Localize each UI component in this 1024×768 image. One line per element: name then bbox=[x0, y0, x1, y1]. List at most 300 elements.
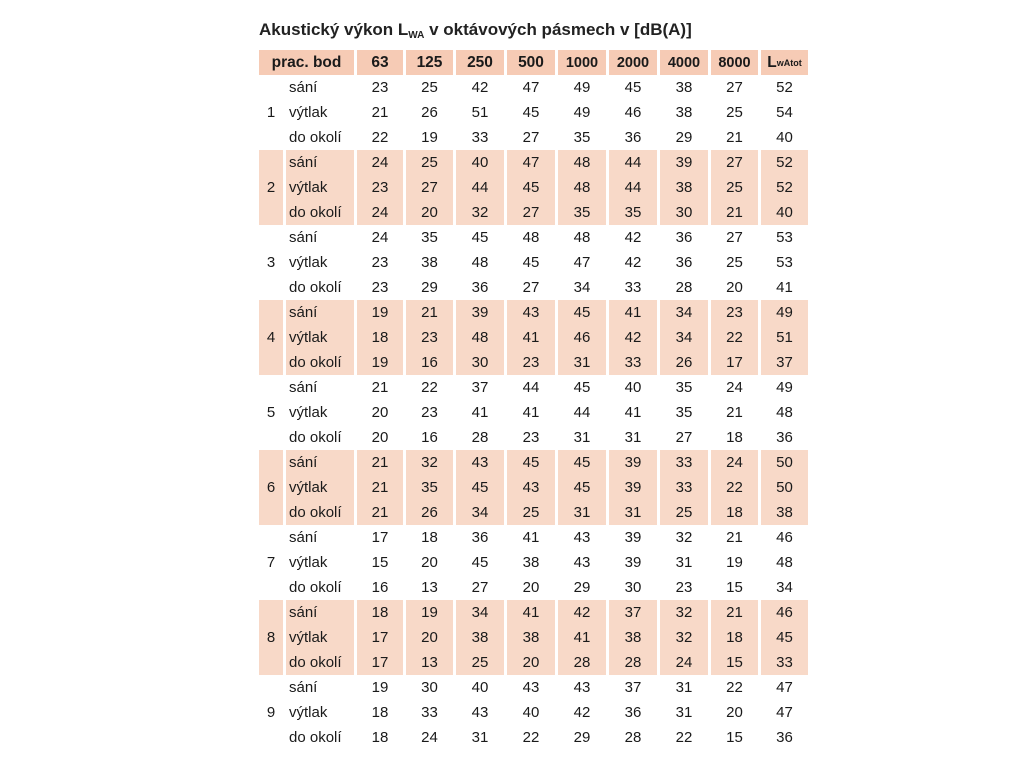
total-cell: 52 bbox=[761, 175, 808, 200]
point-number: 5 bbox=[266, 404, 276, 421]
value-cell: 31 bbox=[675, 704, 693, 721]
value-cell: 27 bbox=[522, 279, 540, 296]
value-cell: 28 bbox=[471, 429, 489, 446]
value-cell: 20 bbox=[726, 279, 743, 296]
value-cell: 44 bbox=[573, 404, 591, 421]
value-cell: 22 bbox=[675, 729, 693, 746]
value-cell: 43 bbox=[507, 475, 555, 500]
value-cell: 25 bbox=[711, 175, 758, 200]
row-label: sání bbox=[289, 529, 318, 546]
row-label: do okolí bbox=[286, 350, 354, 375]
total-cell: 46 bbox=[761, 600, 808, 625]
point-number bbox=[259, 500, 283, 525]
total-cell: 37 bbox=[761, 350, 808, 375]
title-rest: v oktávových pásmech v [dB(A)] bbox=[424, 20, 692, 39]
value-cell: 25 bbox=[726, 254, 743, 271]
value-cell: 15 bbox=[371, 554, 389, 571]
header-total-main: L bbox=[767, 53, 777, 71]
value-cell: 36 bbox=[471, 279, 489, 296]
value-cell: 38 bbox=[660, 175, 708, 200]
row-label: výtlak bbox=[286, 325, 354, 350]
value-cell: 43 bbox=[471, 704, 489, 721]
value-cell: 41 bbox=[471, 404, 489, 421]
value-cell: 17 bbox=[357, 625, 403, 650]
value-cell: 39 bbox=[624, 554, 642, 571]
point-number: 2 bbox=[259, 175, 283, 200]
value-cell: 26 bbox=[421, 104, 438, 121]
value-cell: 45 bbox=[522, 104, 540, 121]
value-cell: 16 bbox=[421, 429, 438, 446]
value-cell: 36 bbox=[675, 254, 693, 271]
value-cell: 27 bbox=[406, 175, 453, 200]
value-cell: 32 bbox=[660, 625, 708, 650]
point-number bbox=[259, 150, 283, 175]
value-cell: 27 bbox=[711, 150, 758, 175]
value-cell: 40 bbox=[456, 150, 504, 175]
value-cell: 20 bbox=[507, 650, 555, 675]
row-label: do okolí bbox=[286, 650, 354, 675]
total-cell: 38 bbox=[761, 500, 808, 525]
value-cell: 35 bbox=[675, 404, 693, 421]
row-label: výtlak bbox=[289, 704, 328, 721]
row-label: do okolí bbox=[286, 500, 354, 525]
value-cell: 18 bbox=[371, 729, 389, 746]
value-cell: 40 bbox=[522, 704, 540, 721]
row-label: sání bbox=[286, 450, 354, 475]
value-cell: 45 bbox=[558, 475, 606, 500]
value-cell: 23 bbox=[357, 175, 403, 200]
value-cell: 28 bbox=[624, 729, 642, 746]
value-cell: 23 bbox=[406, 325, 453, 350]
value-cell: 21 bbox=[711, 200, 758, 225]
value-cell: 31 bbox=[624, 429, 642, 446]
row-label: výtlak bbox=[289, 254, 328, 271]
value-cell: 30 bbox=[660, 200, 708, 225]
header-total bbox=[761, 50, 808, 75]
value-cell: 47 bbox=[507, 150, 555, 175]
value-cell: 18 bbox=[726, 429, 743, 446]
value-cell: 38 bbox=[609, 625, 657, 650]
value-cell: 36 bbox=[624, 704, 642, 721]
row-label: sání bbox=[289, 379, 318, 396]
total-cell: 41 bbox=[776, 279, 793, 296]
total-cell: 51 bbox=[761, 325, 808, 350]
header-total-sub: wAtot bbox=[776, 57, 802, 68]
value-cell: 17 bbox=[711, 350, 758, 375]
value-cell: 34 bbox=[456, 600, 504, 625]
value-cell: 31 bbox=[573, 429, 591, 446]
point-number bbox=[259, 675, 283, 700]
point-number bbox=[259, 125, 283, 150]
value-cell: 27 bbox=[471, 579, 489, 596]
value-cell: 21 bbox=[711, 600, 758, 625]
value-cell: 18 bbox=[711, 625, 758, 650]
value-cell: 41 bbox=[522, 404, 540, 421]
value-cell: 28 bbox=[675, 279, 693, 296]
value-cell: 42 bbox=[471, 79, 489, 96]
total-cell: 46 bbox=[776, 529, 793, 546]
value-cell: 21 bbox=[357, 500, 403, 525]
value-cell: 41 bbox=[522, 529, 540, 546]
value-cell: 16 bbox=[371, 579, 389, 596]
value-cell: 33 bbox=[624, 279, 642, 296]
value-cell: 45 bbox=[456, 475, 504, 500]
value-cell: 17 bbox=[357, 650, 403, 675]
value-cell: 35 bbox=[675, 379, 693, 396]
value-cell: 48 bbox=[573, 229, 591, 246]
value-cell: 37 bbox=[471, 379, 489, 396]
point-number bbox=[259, 350, 283, 375]
row-label: sání bbox=[286, 150, 354, 175]
value-cell: 31 bbox=[609, 500, 657, 525]
value-cell: 32 bbox=[675, 529, 693, 546]
value-cell: 36 bbox=[624, 129, 642, 146]
row-label: výtlak bbox=[286, 175, 354, 200]
value-cell: 19 bbox=[371, 679, 389, 696]
value-cell: 38 bbox=[456, 625, 504, 650]
value-cell: 24 bbox=[357, 150, 403, 175]
value-cell: 21 bbox=[371, 379, 389, 396]
value-cell: 31 bbox=[675, 554, 693, 571]
value-cell: 35 bbox=[573, 129, 591, 146]
value-cell: 38 bbox=[675, 79, 693, 96]
value-cell: 35 bbox=[558, 200, 606, 225]
row-label: výtlak bbox=[286, 625, 354, 650]
value-cell: 23 bbox=[371, 79, 389, 96]
value-cell: 20 bbox=[406, 200, 453, 225]
value-cell: 49 bbox=[573, 79, 591, 96]
value-cell: 13 bbox=[421, 579, 438, 596]
row-label: do okolí bbox=[289, 129, 342, 146]
value-cell: 43 bbox=[456, 450, 504, 475]
row-label: výtlak bbox=[289, 404, 328, 421]
value-cell: 39 bbox=[456, 300, 504, 325]
value-cell: 36 bbox=[675, 229, 693, 246]
value-cell: 22 bbox=[522, 729, 540, 746]
value-cell: 13 bbox=[406, 650, 453, 675]
value-cell: 21 bbox=[357, 475, 403, 500]
value-cell: 27 bbox=[726, 79, 743, 96]
value-cell: 41 bbox=[624, 404, 642, 421]
total-cell: 50 bbox=[761, 475, 808, 500]
point-number bbox=[259, 600, 283, 625]
value-cell: 28 bbox=[558, 650, 606, 675]
value-cell: 28 bbox=[609, 650, 657, 675]
value-cell: 24 bbox=[726, 379, 743, 396]
value-cell: 48 bbox=[558, 150, 606, 175]
value-cell: 30 bbox=[624, 579, 642, 596]
value-cell: 18 bbox=[357, 325, 403, 350]
value-cell: 35 bbox=[609, 200, 657, 225]
point-number bbox=[259, 650, 283, 675]
value-cell: 45 bbox=[624, 79, 642, 96]
value-cell: 20 bbox=[371, 404, 389, 421]
value-cell: 23 bbox=[522, 429, 540, 446]
value-cell: 18 bbox=[421, 529, 438, 546]
value-cell: 21 bbox=[726, 129, 743, 146]
total-cell: 53 bbox=[776, 254, 793, 271]
value-cell: 48 bbox=[558, 175, 606, 200]
value-cell: 32 bbox=[456, 200, 504, 225]
value-cell: 20 bbox=[406, 625, 453, 650]
value-cell: 21 bbox=[371, 104, 389, 121]
header-point: prac. bod bbox=[259, 50, 354, 75]
value-cell: 45 bbox=[471, 554, 489, 571]
point-number bbox=[259, 725, 283, 750]
total-cell: 40 bbox=[761, 200, 808, 225]
value-cell: 34 bbox=[660, 300, 708, 325]
total-cell: 45 bbox=[761, 625, 808, 650]
row-label: sání bbox=[286, 300, 354, 325]
value-cell: 31 bbox=[471, 729, 489, 746]
value-cell: 42 bbox=[609, 325, 657, 350]
value-cell: 31 bbox=[558, 500, 606, 525]
value-cell: 23 bbox=[507, 350, 555, 375]
value-cell: 45 bbox=[522, 254, 540, 271]
value-cell: 33 bbox=[609, 350, 657, 375]
total-cell: 34 bbox=[776, 579, 793, 596]
value-cell: 45 bbox=[507, 450, 555, 475]
total-cell: 49 bbox=[776, 379, 793, 396]
value-cell: 22 bbox=[371, 129, 389, 146]
total-cell: 36 bbox=[776, 429, 793, 446]
value-cell: 30 bbox=[421, 679, 438, 696]
value-cell: 21 bbox=[726, 404, 743, 421]
total-cell: 47 bbox=[776, 704, 793, 721]
value-cell: 33 bbox=[660, 450, 708, 475]
total-cell: 40 bbox=[776, 129, 793, 146]
value-cell: 34 bbox=[456, 500, 504, 525]
value-cell: 15 bbox=[726, 579, 743, 596]
value-cell: 44 bbox=[609, 150, 657, 175]
value-cell: 32 bbox=[660, 600, 708, 625]
value-cell: 42 bbox=[624, 254, 642, 271]
value-cell: 40 bbox=[624, 379, 642, 396]
point-number bbox=[259, 200, 283, 225]
value-cell: 22 bbox=[711, 475, 758, 500]
value-cell: 20 bbox=[726, 704, 743, 721]
point-number bbox=[259, 425, 283, 450]
value-cell: 23 bbox=[371, 254, 389, 271]
value-cell: 40 bbox=[471, 679, 489, 696]
value-cell: 39 bbox=[624, 529, 642, 546]
row-label: výtlak bbox=[286, 475, 354, 500]
value-cell: 29 bbox=[573, 579, 591, 596]
value-cell: 18 bbox=[357, 600, 403, 625]
value-cell: 51 bbox=[471, 104, 489, 121]
header-band-4000: 4000 bbox=[660, 50, 708, 75]
table-title bbox=[259, 20, 692, 41]
value-cell: 26 bbox=[406, 500, 453, 525]
value-cell: 18 bbox=[371, 704, 389, 721]
row-label: do okolí bbox=[289, 579, 342, 596]
total-cell: 48 bbox=[776, 404, 793, 421]
value-cell: 17 bbox=[371, 529, 389, 546]
title-subscript: WA bbox=[408, 30, 425, 41]
value-cell: 48 bbox=[471, 254, 489, 271]
value-cell: 49 bbox=[573, 104, 591, 121]
value-cell: 26 bbox=[660, 350, 708, 375]
value-cell: 38 bbox=[522, 554, 540, 571]
row-label: sání bbox=[289, 229, 318, 246]
header-band-250: 250 bbox=[456, 50, 504, 75]
point-number bbox=[259, 225, 283, 250]
value-cell: 33 bbox=[471, 129, 489, 146]
value-cell: 15 bbox=[726, 729, 743, 746]
value-cell: 35 bbox=[421, 229, 438, 246]
total-cell: 52 bbox=[776, 79, 793, 96]
total-cell: 48 bbox=[776, 554, 793, 571]
value-cell: 23 bbox=[371, 279, 389, 296]
value-cell: 24 bbox=[371, 229, 389, 246]
row-label: sání bbox=[289, 79, 318, 96]
value-cell: 19 bbox=[357, 300, 403, 325]
value-cell: 42 bbox=[573, 704, 591, 721]
point-number bbox=[259, 300, 283, 325]
value-cell: 45 bbox=[558, 300, 606, 325]
value-cell: 16 bbox=[406, 350, 453, 375]
row-label: sání bbox=[289, 679, 318, 696]
value-cell: 41 bbox=[507, 600, 555, 625]
header-band-63: 63 bbox=[357, 50, 403, 75]
value-cell: 33 bbox=[421, 704, 438, 721]
value-cell: 21 bbox=[726, 529, 743, 546]
value-cell: 45 bbox=[558, 450, 606, 475]
point-number bbox=[259, 75, 283, 100]
value-cell: 29 bbox=[421, 279, 438, 296]
sound-power-table bbox=[259, 50, 808, 750]
value-cell: 33 bbox=[660, 475, 708, 500]
value-cell: 45 bbox=[471, 229, 489, 246]
total-cell: 36 bbox=[776, 729, 793, 746]
value-cell: 27 bbox=[675, 429, 693, 446]
value-cell: 30 bbox=[456, 350, 504, 375]
value-cell: 41 bbox=[558, 625, 606, 650]
value-cell: 37 bbox=[624, 679, 642, 696]
point-number: 3 bbox=[266, 254, 276, 271]
value-cell: 47 bbox=[522, 79, 540, 96]
total-cell: 33 bbox=[761, 650, 808, 675]
value-cell: 48 bbox=[522, 229, 540, 246]
value-cell: 23 bbox=[711, 300, 758, 325]
title-main: Akustický výkon L bbox=[259, 20, 409, 39]
point-number bbox=[259, 575, 283, 600]
value-cell: 21 bbox=[357, 450, 403, 475]
value-cell: 42 bbox=[558, 600, 606, 625]
row-label: sání bbox=[286, 600, 354, 625]
total-cell: 52 bbox=[761, 150, 808, 175]
value-cell: 27 bbox=[726, 229, 743, 246]
point-number: 6 bbox=[259, 475, 283, 500]
row-label: do okolí bbox=[289, 279, 342, 296]
value-cell: 47 bbox=[573, 254, 591, 271]
value-cell: 41 bbox=[609, 300, 657, 325]
point-number bbox=[259, 275, 283, 300]
value-cell: 43 bbox=[573, 529, 591, 546]
value-cell: 29 bbox=[573, 729, 591, 746]
value-cell: 20 bbox=[421, 554, 438, 571]
value-cell: 24 bbox=[357, 200, 403, 225]
point-number: 7 bbox=[266, 554, 276, 571]
header-band-8000: 8000 bbox=[711, 50, 758, 75]
value-cell: 38 bbox=[421, 254, 438, 271]
value-cell: 39 bbox=[609, 450, 657, 475]
value-cell: 22 bbox=[711, 325, 758, 350]
header-band-1000: 1000 bbox=[558, 50, 606, 75]
value-cell: 31 bbox=[675, 679, 693, 696]
value-cell: 41 bbox=[507, 325, 555, 350]
value-cell: 27 bbox=[522, 129, 540, 146]
value-cell: 38 bbox=[507, 625, 555, 650]
value-cell: 19 bbox=[726, 554, 743, 571]
value-cell: 39 bbox=[660, 150, 708, 175]
value-cell: 22 bbox=[726, 679, 743, 696]
value-cell: 22 bbox=[421, 379, 438, 396]
value-cell: 44 bbox=[609, 175, 657, 200]
point-number: 1 bbox=[266, 104, 276, 121]
value-cell: 18 bbox=[711, 500, 758, 525]
value-cell: 39 bbox=[609, 475, 657, 500]
total-cell: 47 bbox=[776, 679, 793, 696]
value-cell: 45 bbox=[507, 175, 555, 200]
header-band-2000: 2000 bbox=[609, 50, 657, 75]
value-cell: 43 bbox=[573, 679, 591, 696]
value-cell: 15 bbox=[711, 650, 758, 675]
value-cell: 20 bbox=[371, 429, 389, 446]
row-label: výtlak bbox=[289, 104, 328, 121]
value-cell: 31 bbox=[558, 350, 606, 375]
value-cell: 44 bbox=[456, 175, 504, 200]
point-number bbox=[259, 450, 283, 475]
point-number bbox=[259, 375, 283, 400]
value-cell: 19 bbox=[406, 600, 453, 625]
point-number: 8 bbox=[259, 625, 283, 650]
value-cell: 42 bbox=[624, 229, 642, 246]
value-cell: 45 bbox=[573, 379, 591, 396]
value-cell: 20 bbox=[522, 579, 540, 596]
point-number: 9 bbox=[266, 704, 276, 721]
value-cell: 29 bbox=[675, 129, 693, 146]
value-cell: 25 bbox=[726, 104, 743, 121]
value-cell: 43 bbox=[573, 554, 591, 571]
total-cell: 54 bbox=[776, 104, 793, 121]
header-band-125: 125 bbox=[406, 50, 453, 75]
value-cell: 43 bbox=[507, 300, 555, 325]
header-band-500: 500 bbox=[507, 50, 555, 75]
total-cell: 53 bbox=[776, 229, 793, 246]
value-cell: 38 bbox=[675, 104, 693, 121]
value-cell: 34 bbox=[573, 279, 591, 296]
point-number bbox=[259, 525, 283, 550]
row-label: do okolí bbox=[286, 200, 354, 225]
value-cell: 46 bbox=[624, 104, 642, 121]
value-cell: 23 bbox=[421, 404, 438, 421]
value-cell: 36 bbox=[471, 529, 489, 546]
value-cell: 25 bbox=[406, 150, 453, 175]
value-cell: 43 bbox=[522, 679, 540, 696]
value-cell: 19 bbox=[421, 129, 438, 146]
value-cell: 32 bbox=[406, 450, 453, 475]
value-cell: 25 bbox=[456, 650, 504, 675]
row-label: výtlak bbox=[289, 554, 328, 571]
value-cell: 19 bbox=[357, 350, 403, 375]
value-cell: 23 bbox=[675, 579, 693, 596]
value-cell: 35 bbox=[406, 475, 453, 500]
value-cell: 27 bbox=[507, 200, 555, 225]
value-cell: 25 bbox=[660, 500, 708, 525]
value-cell: 24 bbox=[711, 450, 758, 475]
total-cell: 49 bbox=[761, 300, 808, 325]
